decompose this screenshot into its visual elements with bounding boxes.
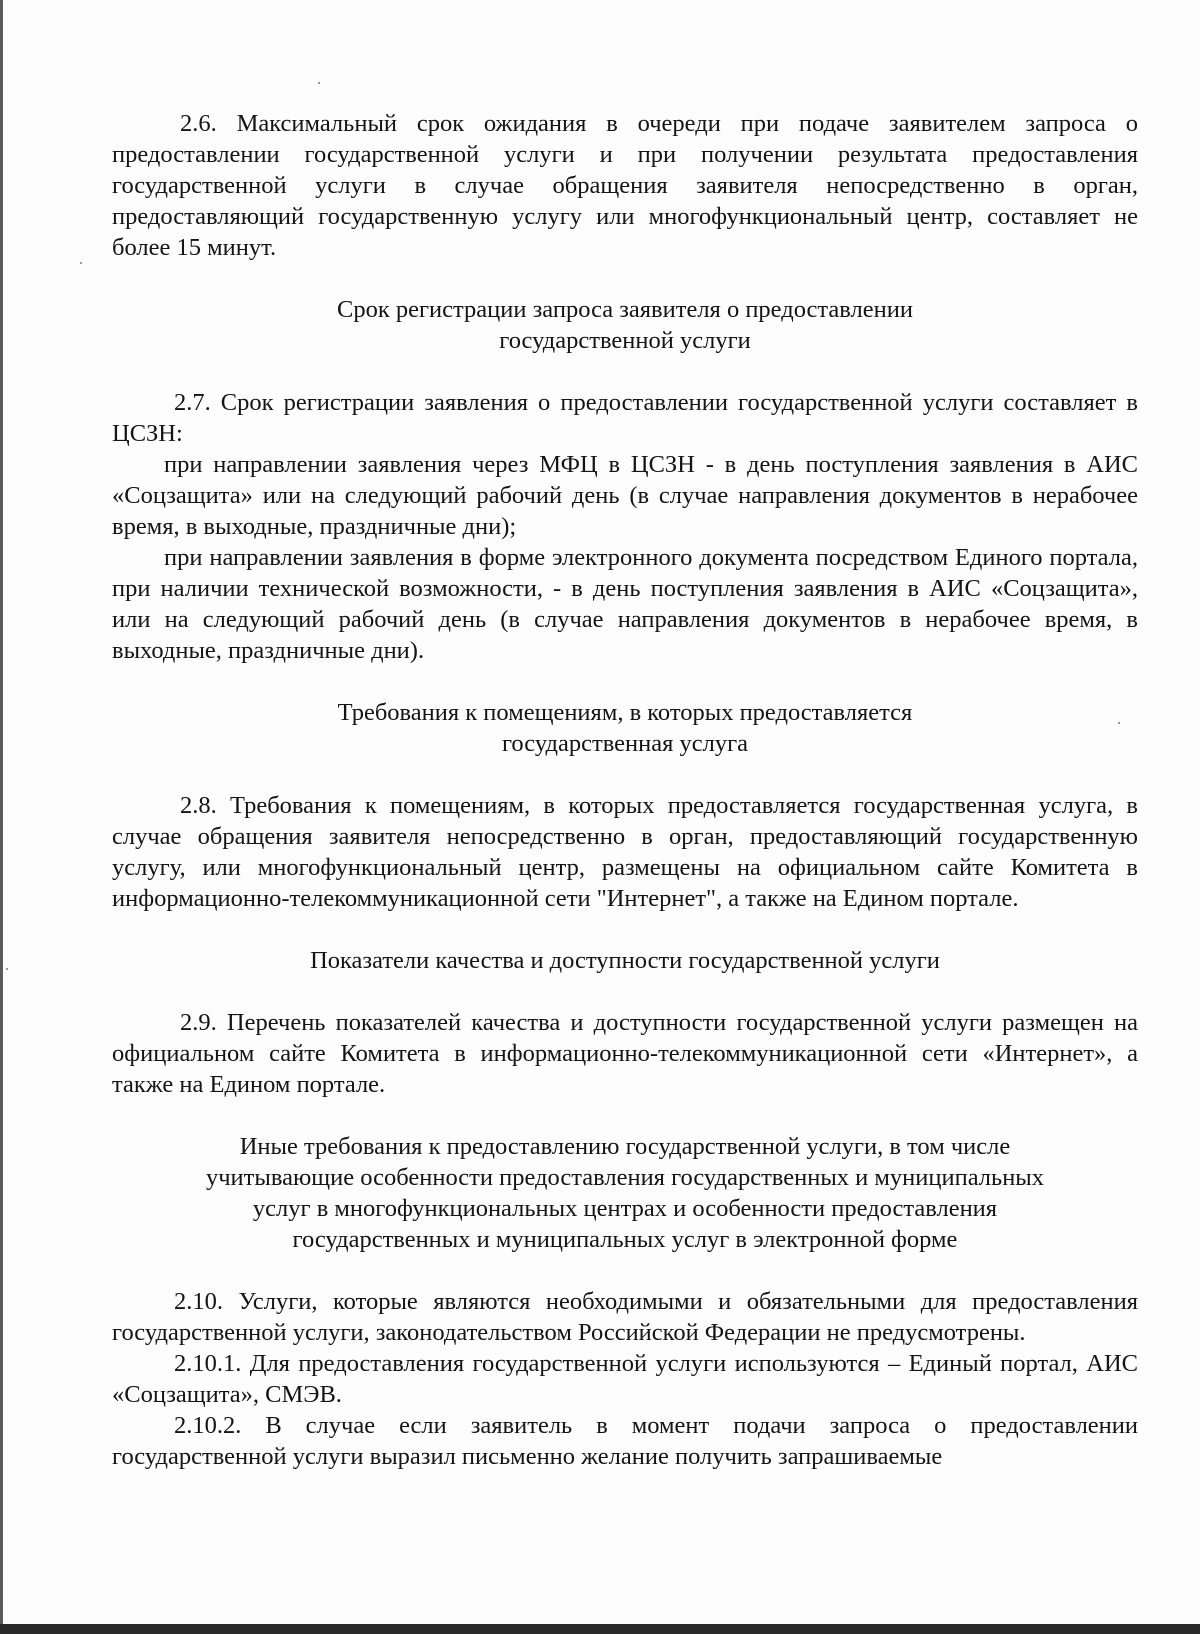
scan-left-edge [0,0,3,1634]
paragraph-2-7: 2.7. Срок регистрации заявления о предоставлении государственной услуги составляет в ЦСЗН: [112,389,1138,447]
paragraph-2-10-2: 2.10.2. В случае если заявитель в момент подачи запроса о предоставлении государственной услуги выразил письменно желание получить запрашиваемые [112,1412,1138,1470]
paragraph-2-8: 2.8. Требования к помещениям, в которых предоставляется государственная услуга, в случае обращения заявителя непосредственно в орган, предоставляющий государственную услугу, или многофункциональный центр, размещены на официальном сайте Комитета в информационно-телекоммуникационной сети "Интернет", а также на Едином портале. [112,792,1138,912]
scan-bottom-edge [0,1624,1200,1634]
paragraph-2-10-1: 2.10.1. Для предоставления государственной услуги используются – Единый портал, АИС «Соцзащита», СМЭВ. [112,1350,1138,1408]
section-heading-other-requirements: Иные требования к предоставлению государственной услуги, в том числе учитывающие особенности предоставления государственных и муниципальных услуг в многофункциональных центрах и особенности предоставления государственных и муниципальных услуг в электронной форме [205,1133,1045,1253]
paragraph-2-7-portal: при направлении заявления в форме электронного документа посредством Единого портала, при наличии технической возможности, - в день поступления заявления в АИС «Соцзащита», или на следующий рабочий день (в случае направления документов в нерабочее время, в выходные, праздничные дни). [112,544,1138,664]
scan-speck [80,262,82,264]
paragraph-2-9: 2.9. Перечень показателей качества и доступности государственной услуги размещен на официальном сайте Комитета в информационно-телекоммуникационной сети «Интернет», а также на Едином портале. [112,1009,1138,1098]
scan-speck [318,82,320,84]
scan-speck [6,968,8,970]
paragraph-2-10: 2.10. Услуги, которые являются необходимыми и обязательными для предоставления государственной услуги, законодательством Российской Федерации не предусмотрены. [112,1288,1138,1346]
section-heading-quality: Показатели качества и доступности государственной услуги [310,947,940,974]
document-body [112,108,1138,1472]
paragraph-2-7-mfc: при направлении заявления через МФЦ в ЦСЗН - в день поступления заявления в АИС «Соцзащита» или на следующий рабочий день (в случае направления документов в нерабочее время, в выходные, праздничные дни); [112,451,1138,540]
section-heading-premises: Требования к помещениям, в которых предоставляется государственная услуга [337,699,913,757]
paragraph-2-6: 2.6. Максимальный срок ожидания в очереди при подаче заявителем запроса о предоставлении государственной услуги и при получении результата предоставления государственной услуги в случае обращения заявителя непосредственно в орган, предоставляющий государственную услугу или многофункциональный центр, составляет не более 15 минут. [112,110,1138,261]
section-heading-registration: Срок регистрации запроса заявителя о предоставлении государственной услуги [337,296,913,354]
